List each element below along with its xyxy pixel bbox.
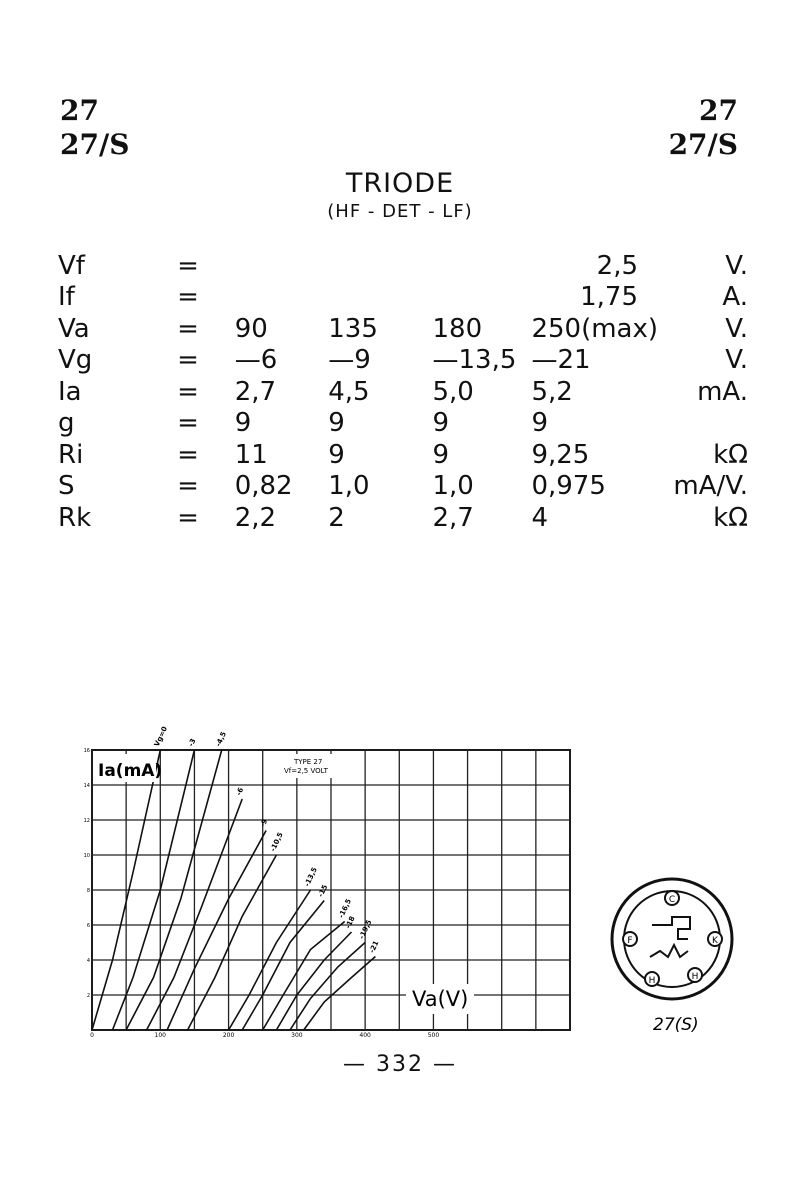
tube-type-right	[669, 94, 738, 162]
param-row-vf	[58, 250, 748, 282]
y-tick-label: 16	[83, 748, 90, 754]
param-value: 5,0	[432, 376, 474, 407]
curve-label: -19,5	[357, 918, 374, 941]
y-tick-label: 10	[83, 853, 90, 859]
pin-c-label: C	[668, 895, 676, 905]
x-tick-label: 100	[154, 1032, 167, 1039]
param-value: 1,0	[328, 471, 370, 502]
param-equals: =	[177, 408, 199, 439]
y-tick-label: 6	[86, 923, 90, 929]
param-unit: kΩ	[713, 439, 748, 470]
param-value: 11	[234, 439, 268, 470]
param-unit: mA.	[697, 376, 748, 407]
param-value: 9,25	[531, 439, 590, 470]
param-unit: V.	[725, 313, 748, 344]
param-row-rk	[58, 502, 748, 534]
param-value: 2	[328, 502, 345, 533]
pin-k	[708, 932, 722, 946]
param-value: —21	[531, 345, 591, 376]
x-tick-label: 400	[359, 1032, 371, 1039]
param-symbol: g	[58, 408, 75, 439]
param-row-va	[58, 313, 748, 345]
tube-type-left-line1: 27	[60, 94, 99, 127]
param-value: 9	[328, 408, 345, 439]
pin-h1	[645, 972, 659, 986]
param-value: 9	[328, 439, 345, 470]
page-number: — 332 —	[343, 1052, 457, 1077]
param-value: 1,0	[432, 471, 474, 502]
param-symbol: Rk	[58, 502, 92, 533]
param-equals: =	[177, 502, 199, 533]
curve-label: -21	[367, 939, 381, 955]
param-value: —6	[234, 345, 278, 376]
pin-f-label: F	[627, 936, 633, 946]
curve-label: -4,5	[214, 730, 229, 748]
chart-annotation-line1: TYPE 27	[294, 758, 323, 766]
parameter-table	[58, 250, 748, 534]
x-tick-label: 500	[427, 1032, 440, 1039]
curve-label: -3	[186, 737, 198, 748]
y-tick-label: 14	[83, 783, 90, 789]
curve-series	[263, 922, 345, 1031]
param-value: —9	[328, 345, 371, 376]
pin-f	[623, 932, 637, 946]
tube-base-diagram	[605, 875, 740, 1040]
curve-label: -9	[258, 817, 270, 829]
param-unit: V.	[725, 250, 748, 281]
param-symbol: If	[58, 282, 75, 313]
curve-label: -16,5	[337, 897, 354, 920]
curve-label: -13,5	[303, 866, 319, 888]
param-row-if	[58, 282, 748, 314]
param-equals: =	[177, 376, 199, 407]
param-equals: =	[177, 439, 199, 470]
param-symbol: Vf	[58, 250, 85, 281]
chart-annotation-line2: Vf=2,5 VOLT	[284, 767, 328, 775]
param-unit: A.	[722, 282, 748, 313]
chart-x-axis-label: Va(V)	[412, 987, 469, 1011]
pin-h1-label: H	[648, 976, 656, 986]
curve-label: -15	[316, 883, 330, 899]
curve-series	[167, 831, 266, 1031]
chart-grid	[84, 748, 570, 1039]
chart-y-axis-label: Ia(mA)	[98, 761, 163, 781]
param-unit: V.	[725, 345, 748, 376]
param-value: 9	[234, 408, 252, 439]
tube-type-right-line2: 27/S	[668, 128, 738, 161]
param-value: 2,7	[234, 376, 277, 407]
base-filament-sketch	[650, 945, 688, 957]
x-tick-label: 300	[291, 1032, 303, 1039]
anode-characteristics-chart	[80, 725, 580, 1040]
param-unit: kΩ	[713, 502, 748, 533]
y-tick-label: 4	[86, 958, 90, 964]
param-equals: =	[177, 345, 199, 376]
param-value: 180	[432, 313, 483, 344]
curve-label: -18	[344, 915, 357, 930]
curve-label: -6	[234, 786, 246, 797]
y-tick-label: 12	[83, 818, 90, 824]
base-electrode-sketch	[652, 917, 690, 939]
param-value: 135	[328, 313, 378, 344]
y-tick-label: 8	[86, 888, 90, 894]
param-row-g	[58, 408, 748, 440]
tube-type-left-line2: 27/S	[60, 128, 130, 161]
param-value: 9	[432, 439, 450, 470]
param-row-ri	[58, 439, 748, 471]
param-value: 2,7	[432, 502, 474, 533]
param-symbol: Ia	[58, 376, 82, 407]
pin-c	[665, 891, 679, 905]
param-value: 9	[432, 408, 450, 439]
curve-label: -10,5	[268, 831, 285, 853]
y-tick-label: 2	[86, 993, 90, 999]
param-row-s	[58, 471, 748, 503]
param-value: 4,5	[328, 376, 370, 407]
param-equals: =	[177, 313, 199, 344]
pin-h2	[688, 968, 702, 982]
param-unit	[658, 408, 748, 440]
param-equals: =	[177, 250, 199, 281]
param-value: 0,82	[234, 471, 293, 502]
param-equals: =	[177, 282, 199, 313]
param-row-ia	[58, 376, 748, 408]
param-unit: mA/V.	[673, 471, 748, 502]
param-value: 5,2	[531, 376, 573, 407]
param-value: 250(max)	[531, 313, 659, 344]
pin-h2-label: H	[691, 972, 699, 982]
param-value: 90	[234, 313, 268, 344]
param-symbol: S	[58, 471, 75, 502]
page-title: TRIODE	[345, 168, 455, 199]
param-value: 2,5	[596, 250, 639, 281]
pin-k-label: K	[712, 936, 718, 946]
tube-type-left	[60, 94, 129, 162]
param-value: 1,75	[580, 282, 639, 313]
param-equals: =	[177, 471, 199, 502]
param-row-vg	[58, 345, 748, 377]
curve-series	[242, 901, 324, 1031]
param-value: —13,5	[432, 345, 517, 376]
param-value: 9	[531, 408, 548, 439]
tube-type-right-line1: 27	[699, 94, 738, 127]
param-symbol: Vg	[58, 345, 93, 376]
base-caption: 27(S)	[653, 1015, 699, 1035]
param-symbol: Ri	[58, 439, 84, 470]
param-value: 2,2	[234, 502, 277, 533]
param-symbol: Va	[58, 313, 90, 344]
curve-label: Vg=0	[152, 725, 170, 748]
x-tick-label: 200	[222, 1032, 235, 1039]
x-tick-label: 0	[90, 1032, 94, 1039]
param-value: 4	[531, 502, 548, 533]
page-subtitle: (HF - DET - LF)	[327, 201, 473, 222]
param-value: 0,975	[531, 471, 606, 502]
